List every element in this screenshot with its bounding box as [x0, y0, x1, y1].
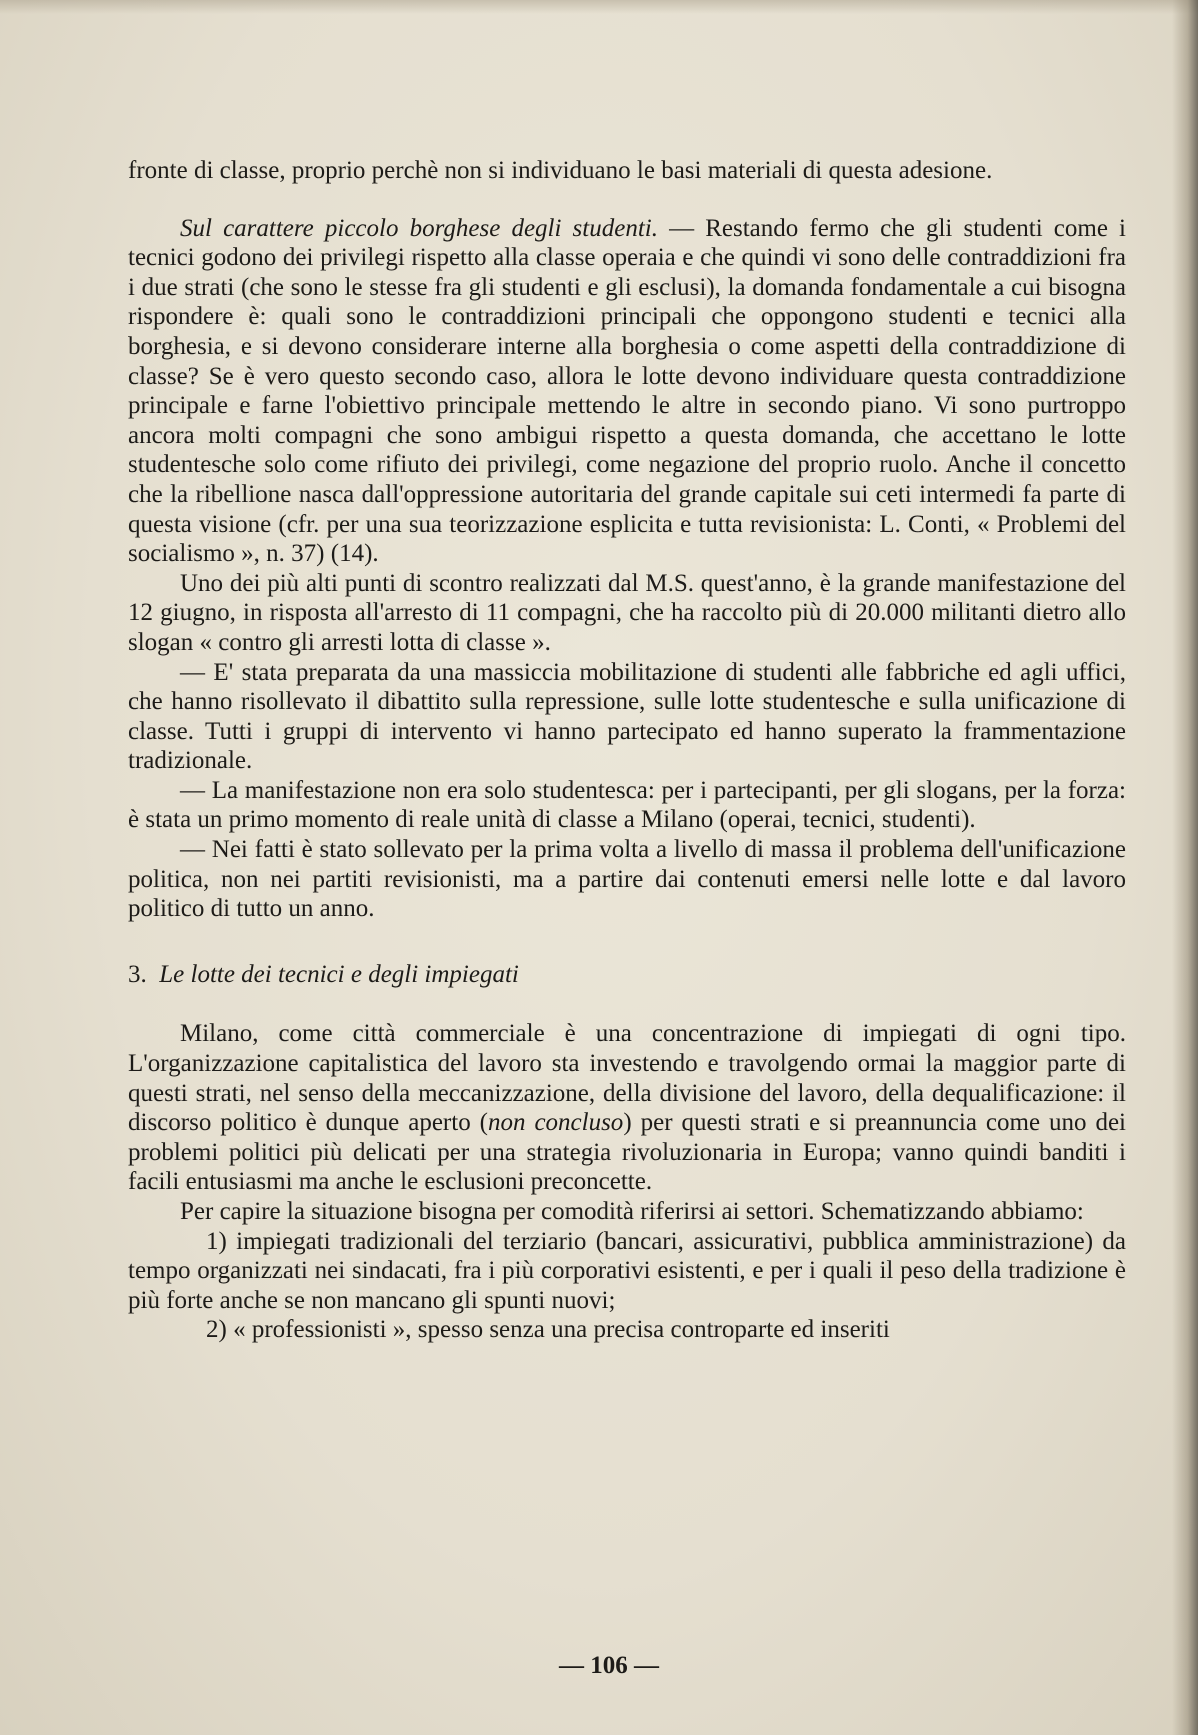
page-binding-shadow — [1172, 0, 1198, 1735]
paragraph-milan-employees — [128, 1019, 1126, 1197]
paragraph-student-character — [128, 214, 1126, 569]
section-heading — [128, 960, 1126, 990]
list-item-traditional-employees: 1) impiegati tradizionali del terziario (bancari, assicurativi, pubblica amministrazione) da tempo organizzati nei sindacati, fra i più corporativi esistenti, e per i quali il peso della tradizione è più forte anche se non mancano gli spunti nuovi; — [128, 1227, 1126, 1314]
section-number: 3. — [128, 960, 147, 988]
paragraph-dash-mobilization: — E' stata preparata da una massiccia mobilitazione di studenti alle fabbriche ed agli uffici, che hanno risollevato il dibattito sulla repressione, sulle lotte studentesche e sulla unificazione di classe. Tutti i gruppi di intervento vi hanno partecipato ed hanno superato la frammentazione tradizionale. — [128, 658, 1126, 775]
paragraph-continuation: fronte di classe, proprio perchè non si individuano le basi materiali di questa adesione. — [128, 157, 993, 184]
page-number: — 106 — — [559, 1652, 659, 1679]
paragraph-run-in-title: Sul carattere piccolo borghese degli studenti. — [180, 214, 658, 242]
paragraph-part: ) per questi strati e si preannuncia come uno dei problemi politici più delicati per una strategia rivoluzionaria in Europa; vanno quindi banditi i facili entusiasmi ma anche le esclusioni preconcette. — [128, 1109, 1126, 1196]
paragraph-sectors-intro: Per capire la situazione bisogna per comodità riferirsi ai settori. Schematizzando abbiamo: — [180, 1198, 1084, 1225]
paragraph-demonstration: Uno dei più alti punti di scontro realizzati dal M.S. quest'anno, è la grande manifestazione del 12 giugno, in risposta all'arresto di 11 compagni, che ha raccolto più di 20.000 militanti dietro allo slogan « contro gli arresti lotta di classe ». — [128, 569, 1126, 656]
page-top-shadow — [0, 0, 1198, 14]
paragraph-dash-class-unity: — La manifestazione non era solo studentesca: per i partecipanti, per gli slogans, per la forza: è stata un primo momento di reale unità di classe a Milano (operai, tecnici, studenti). — [128, 776, 1126, 834]
section-title: Le lotte dei tecnici e degli impiegati — [159, 960, 519, 988]
paragraph-dash-political-unification: — Nei fatti è stato sollevato per la prima volta a livello di massa il problema dell'unificazione politica, non nei partiti revisionisti, ma a partire dai contenuti emersi nelle lotte e dal lavoro politico di tutto un anno. — [128, 836, 1126, 923]
body-text — [128, 156, 1126, 1345]
list-item-professionals: 2) « professionisti », spesso senza una precisa controparte ed inseriti — [206, 1316, 890, 1344]
paragraph-emphasis: non concluso — [487, 1109, 624, 1137]
paragraph-body: — Restando fermo che gli studenti come i tecnici godono dei privilegi rispetto alla classe operaia e che quindi vi sono delle contraddizioni fra i due strati (che sono le stesse fra gli studenti e gli esclusi), la domanda fondamentale a cui bisogna rispondere è: quali sono le contraddizioni principali che oppongono studenti e tecnici alla borghesia, e si devono considerare interne alla borghesia o come aspetti della contraddizione di classe? Se è vero questo secondo caso, allora le lotte devono individuare questa contraddizione principale e farne l'obiettivo principale mettendo le altre in secondo piano. Vi sono purtroppo ancora molti compagni che sono ambigui rispetto a questa domanda, che accettano le lotte studentesche solo come rifiuto dei privilegi, come negazione del proprio ruolo. Anche il concetto che la ribellione nasca dall'oppressione autoritaria del grande capitale sui ceti intermedi fa parte di questa visione (cfr. per una sua teorizzazione esplicita e tutta revisionista: L. Conti, « Problemi del socialismo », n. 37) (14). — [128, 214, 1126, 568]
paragraph-part: Milano, come città commerciale è una concentrazione di impiegati di ogni tipo. L'organizzazione capitalistica del lavoro sta investendo e travolgendo ormai la maggior parte di questi strati, nel senso della meccanizzazione, della divisione del lavoro, della dequalificazione: il discorso politico è dunque aperto ( — [128, 1020, 1126, 1137]
